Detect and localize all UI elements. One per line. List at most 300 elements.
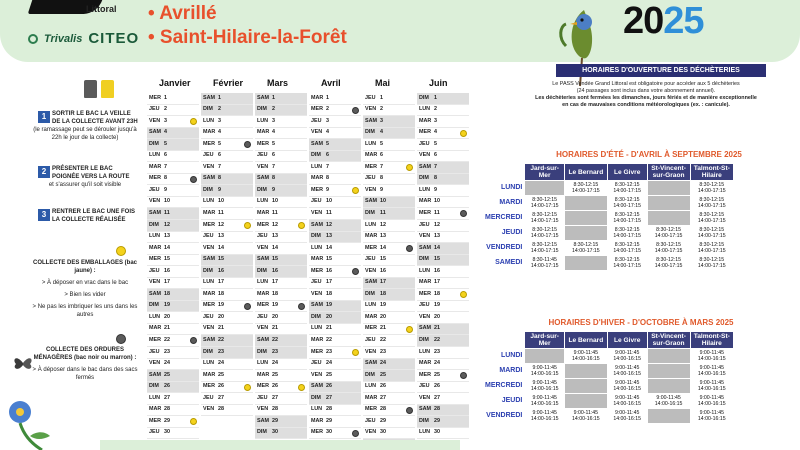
weekday-label: MAR xyxy=(203,129,216,136)
weekday-label: VEN xyxy=(365,267,377,274)
schedule-row xyxy=(485,394,734,409)
calendar-day xyxy=(201,347,253,359)
weekday-label: DIM xyxy=(419,256,429,263)
schedule-row xyxy=(485,241,734,256)
calendar-day xyxy=(309,255,361,267)
weekday-label: MAR xyxy=(311,175,324,182)
weekday-label: MAR xyxy=(149,325,162,332)
weekday-label: MAR xyxy=(257,371,270,378)
weekday-label: SAM xyxy=(419,244,431,251)
weekday-label: DIM xyxy=(419,175,429,182)
schedule-row xyxy=(485,196,734,211)
decheteries-title: HORAIRES D'OUVERTURE DES DÉCHÈTERIES xyxy=(556,64,766,77)
weekday-label: MAR xyxy=(203,209,216,216)
weekday-label: SAM xyxy=(311,302,323,309)
opening-hours-cell: 8:30-12:15 14:00-17:15 xyxy=(690,256,733,271)
opening-hours-cell: 9:00-11:45 14:00-16:15 xyxy=(607,409,647,424)
weekday-label: DIM xyxy=(257,267,267,274)
day-number: 5 xyxy=(218,140,221,147)
day-number: 3 xyxy=(164,117,167,124)
weekday-label: SAM xyxy=(365,117,377,124)
weekday-label: MER xyxy=(149,175,161,182)
household-waste-collection-icon xyxy=(352,430,359,437)
site-header: Jard-sur-Mer xyxy=(525,332,565,349)
calendar-day xyxy=(201,116,253,128)
weekday-label: VEN xyxy=(311,209,323,216)
day-number: 12 xyxy=(434,221,440,228)
weekday-label: VEN xyxy=(257,163,269,170)
day-number: 8 xyxy=(326,175,329,182)
weekday-label: LUN xyxy=(257,279,269,286)
day-number: 8 xyxy=(164,175,167,182)
yellow-bin-collection-icon xyxy=(352,349,359,356)
yellow-bin-collection-icon xyxy=(352,187,359,194)
packaging-line: > À déposer en vrac dans le bac xyxy=(41,280,129,286)
calendar-day xyxy=(363,220,415,232)
calendar-day xyxy=(147,232,199,244)
calendar-day xyxy=(417,208,469,220)
month-column xyxy=(201,93,253,416)
day-number: 7 xyxy=(434,163,437,170)
day-number: 10 xyxy=(272,198,278,205)
yellow-bin-collection-icon xyxy=(244,222,251,229)
weekday-label: VEN xyxy=(203,244,215,251)
site-header: Talmont-St-Hilaire xyxy=(690,164,733,181)
step-detail: (le ramassage peut se dérouler jusqu'à 22h le jour de la collecte) xyxy=(33,127,137,141)
closed-cell xyxy=(647,379,690,394)
day-number: 12 xyxy=(218,221,224,228)
calendar-day xyxy=(309,174,361,186)
calendar-day xyxy=(201,393,253,405)
day-number: 30 xyxy=(380,429,386,436)
calendar-day xyxy=(255,185,307,197)
flower-illustration xyxy=(2,396,62,450)
closed-cell xyxy=(565,211,608,226)
year-suffix: 25 xyxy=(663,0,704,42)
weekday-label: DIM xyxy=(311,233,321,240)
day-number: 3 xyxy=(218,117,221,124)
weekday-label: SAM xyxy=(365,360,377,367)
collection-markers xyxy=(460,130,467,137)
calendar-day xyxy=(147,382,199,394)
calendar-day xyxy=(255,128,307,140)
opening-hours-cell: 8:30-12:15 14:00-17:15 xyxy=(690,196,733,211)
opening-hours-cell: 8:30-12:15 14:00-17:15 xyxy=(647,256,690,271)
weekday-label: MAR xyxy=(149,163,162,170)
weekday-label: MAR xyxy=(365,152,378,159)
header-blank-cell xyxy=(485,332,525,349)
weekday-label: SAM xyxy=(149,209,161,216)
opening-hours-cell: 9:00-11:45 14:00-16:15 xyxy=(607,394,647,409)
schedule-header-row xyxy=(485,332,734,349)
day-number: 17 xyxy=(326,279,332,286)
schedule-day: VENDREDI xyxy=(485,409,525,424)
weekday-label: DIM xyxy=(311,313,321,320)
day-number: 3 xyxy=(434,117,437,124)
weekday-label: DIM xyxy=(203,348,213,355)
day-number: 20 xyxy=(164,313,170,320)
schedule-row xyxy=(485,226,734,241)
calendar-day xyxy=(363,278,415,290)
day-number: 30 xyxy=(326,429,332,436)
step-title: SORTIR LE BAC LA VEILLE DE LA COLLECTE AVANT 23H xyxy=(52,111,138,125)
weekday-label: MAR xyxy=(149,406,162,413)
calendar-day xyxy=(309,185,361,197)
day-number: 23 xyxy=(434,348,440,355)
day-number: 12 xyxy=(164,221,170,228)
calendar-day xyxy=(417,116,469,128)
weekday-label: MER xyxy=(149,336,161,343)
household-waste-collection-icon xyxy=(244,141,251,148)
day-number: 23 xyxy=(218,348,224,355)
weekday-label: VEN xyxy=(149,279,161,286)
weekday-label: DIM xyxy=(365,371,375,378)
site-header: Le Bernard xyxy=(565,164,608,181)
calendar-day xyxy=(309,312,361,324)
calendar-day xyxy=(255,139,307,151)
weekday-label: LUN xyxy=(419,186,431,193)
calendar-day xyxy=(255,312,307,324)
day-number: 25 xyxy=(272,371,278,378)
calendar-day xyxy=(147,105,199,117)
weekday-label: LUN xyxy=(257,360,269,367)
calendar-day xyxy=(201,255,253,267)
step-number: 3 xyxy=(38,209,50,221)
summer-hours-table xyxy=(484,163,734,271)
day-number: 27 xyxy=(434,394,440,401)
calendar-day xyxy=(201,370,253,382)
calendar-day xyxy=(255,255,307,267)
day-number: 6 xyxy=(164,152,167,159)
opening-hours-cell: 8:30-12:15 14:00-17:15 xyxy=(565,241,608,256)
closed-cell xyxy=(565,394,608,409)
calendar-day xyxy=(201,335,253,347)
collection-markers xyxy=(460,291,467,298)
weekday-label: VEN xyxy=(365,186,377,193)
collection-markers xyxy=(406,245,413,252)
calendar-day xyxy=(255,382,307,394)
calendar-day xyxy=(147,266,199,278)
calendar-day xyxy=(255,105,307,117)
opening-hours-cell: 9:00-11:45 14:00-16:15 xyxy=(525,379,565,394)
schedule-day: LUNDI xyxy=(485,349,525,364)
day-number: 16 xyxy=(326,267,332,274)
calendar-day xyxy=(201,243,253,255)
day-number: 1 xyxy=(380,94,383,101)
day-number: 14 xyxy=(218,244,224,251)
weekday-label: JEU xyxy=(419,302,430,309)
weekday-label: MER xyxy=(311,348,323,355)
weekday-label: SAM xyxy=(419,325,431,332)
day-number: 11 xyxy=(326,209,332,216)
brand-name: Littoral xyxy=(86,4,117,14)
weekday-label: DIM xyxy=(149,302,159,309)
calendar-day xyxy=(255,370,307,382)
schedule-day: MARDI xyxy=(485,364,525,379)
calendar-day xyxy=(255,289,307,301)
collection-markers xyxy=(352,349,359,356)
calendar-day xyxy=(309,151,361,163)
weekday-label: MER xyxy=(365,244,377,251)
household-waste-collection-icon xyxy=(460,210,467,217)
calendar-day xyxy=(147,220,199,232)
day-number: 9 xyxy=(272,186,275,193)
day-number: 4 xyxy=(218,129,221,136)
day-number: 23 xyxy=(164,348,170,355)
opening-hours-cell: 8:30-12:15 14:00-17:15 xyxy=(525,241,565,256)
site-header: St-Vincent-sur-Graon xyxy=(647,164,690,181)
calendar-day xyxy=(255,232,307,244)
step-number: 2 xyxy=(38,166,50,178)
weekday-label: MAR xyxy=(365,233,378,240)
weekday-label: MAR xyxy=(311,256,324,263)
day-number: 19 xyxy=(326,302,332,309)
day-number: 12 xyxy=(326,221,332,228)
weekday-label: VEN xyxy=(149,117,161,124)
calendar-day xyxy=(417,335,469,347)
opening-hours-cell: 8:30-12:15 14:00-17:15 xyxy=(525,196,565,211)
calendar-day xyxy=(417,359,469,371)
weekday-label: SAM xyxy=(419,163,431,170)
day-number: 7 xyxy=(380,163,383,170)
yellow-bin-collection-icon xyxy=(298,222,305,229)
weekday-label: MAR xyxy=(257,290,270,297)
month-header-row xyxy=(147,78,469,91)
collection-markers xyxy=(460,210,467,217)
calendar-day xyxy=(201,382,253,394)
weekday-label: LUN xyxy=(365,383,377,390)
calendar-day xyxy=(255,301,307,313)
schedule-day: VENDREDI xyxy=(485,241,525,256)
calendar-day xyxy=(417,393,469,405)
weekday-label: VEN xyxy=(311,129,323,136)
weekday-label: VEN xyxy=(257,406,269,413)
closed-cell xyxy=(525,349,565,364)
day-number: 24 xyxy=(434,360,440,367)
pass-note xyxy=(506,81,786,109)
weekday-label: MAR xyxy=(365,394,378,401)
calendar-day xyxy=(147,428,199,440)
day-number: 11 xyxy=(272,209,278,216)
step-instruction xyxy=(30,208,140,224)
month-name: Mai xyxy=(375,78,391,88)
bin-illustration xyxy=(84,80,114,98)
weekday-label: JEU xyxy=(203,394,214,401)
weekday-label: MER xyxy=(419,129,431,136)
day-number: 17 xyxy=(380,279,386,286)
weekday-label: DIM xyxy=(149,383,159,390)
day-number: 15 xyxy=(326,256,332,263)
calendar-day xyxy=(255,116,307,128)
day-number: 9 xyxy=(218,186,221,193)
weekday-label: DIM xyxy=(365,209,375,216)
calendar-day xyxy=(417,197,469,209)
calendar-day xyxy=(363,197,415,209)
month-column xyxy=(255,93,307,450)
opening-hours-cell: 9:00-11:45 14:00-16:15 xyxy=(690,409,733,424)
packaging-title: COLLECTE DES EMBALLAGES (bac jaune) : xyxy=(32,260,137,274)
weekday-label: MAR xyxy=(311,336,324,343)
day-number: 14 xyxy=(272,244,278,251)
day-number: 26 xyxy=(272,383,278,390)
weekday-label: LUN xyxy=(365,221,377,228)
weekday-label: LUN xyxy=(419,429,431,436)
day-number: 14 xyxy=(434,244,440,251)
opening-hours-cell: 8:30-12:15 14:00-17:15 xyxy=(647,226,690,241)
day-number: 28 xyxy=(380,406,386,413)
day-number: 19 xyxy=(218,302,224,309)
yellow-bin-collection-icon xyxy=(460,291,467,298)
weekday-label: MAR xyxy=(149,244,162,251)
weekday-label: VEN xyxy=(311,371,323,378)
day-number: 22 xyxy=(380,336,386,343)
weekday-label: JEU xyxy=(419,140,430,147)
day-number: 19 xyxy=(434,302,440,309)
pass-note-line: (24 passages sont inclus dans votre abonnement annuel). xyxy=(576,88,716,94)
year-prefix: 20 xyxy=(623,0,664,42)
yellow-bin-collection-icon xyxy=(460,130,467,137)
weekday-label: SAM xyxy=(203,256,215,263)
day-number: 19 xyxy=(164,302,170,309)
weekday-label: LUN xyxy=(203,360,215,367)
calendar-day xyxy=(309,347,361,359)
calendar-day xyxy=(417,347,469,359)
packaging-line: > Ne pas les imbriquer les uns dans les autres xyxy=(32,304,138,318)
collection-markers xyxy=(298,222,305,229)
day-number: 8 xyxy=(434,175,437,182)
calendar-day xyxy=(147,197,199,209)
day-number: 1 xyxy=(434,94,437,101)
weekday-label: MAR xyxy=(419,198,432,205)
calendar-day xyxy=(363,335,415,347)
day-number: 29 xyxy=(326,417,332,424)
day-number: 27 xyxy=(164,394,170,401)
month-name: Mars xyxy=(267,78,289,88)
calendar-day xyxy=(147,151,199,163)
weekday-label: SAM xyxy=(257,175,269,182)
calendar-day xyxy=(147,174,199,186)
weekday-label: VEN xyxy=(257,325,269,332)
day-number: 20 xyxy=(380,313,386,320)
calendar-day xyxy=(417,289,469,301)
weekday-label: MAR xyxy=(203,371,216,378)
weekday-label: JEU xyxy=(365,94,376,101)
day-number: 28 xyxy=(164,406,170,413)
household-waste-collection-icon xyxy=(244,303,251,310)
day-number: 15 xyxy=(218,256,224,263)
weekday-label: MER xyxy=(311,267,323,274)
calendar-day xyxy=(363,324,415,336)
day-number: 2 xyxy=(218,106,221,113)
weekday-label: SAM xyxy=(257,94,269,101)
yellow-bin-collection-icon xyxy=(406,326,413,333)
day-number: 5 xyxy=(164,140,167,147)
weekday-label: MER xyxy=(149,417,161,424)
month-column xyxy=(147,93,199,450)
day-number: 25 xyxy=(380,371,386,378)
calendar-day xyxy=(201,151,253,163)
calendar-day xyxy=(255,416,307,428)
opening-hours-cell: 9:00-11:45 14:00-16:15 xyxy=(607,364,647,379)
weekday-label: LUN xyxy=(365,140,377,147)
site-header: Le Givre xyxy=(607,164,647,181)
calendar-day xyxy=(147,347,199,359)
day-number: 1 xyxy=(272,94,275,101)
day-number: 8 xyxy=(218,175,221,182)
calendar-day xyxy=(417,405,469,417)
weekday-label: SAM xyxy=(203,94,215,101)
day-number: 4 xyxy=(326,129,329,136)
day-number: 3 xyxy=(272,117,275,124)
weekday-label: DIM xyxy=(149,221,159,228)
calendar-day xyxy=(201,139,253,151)
day-number: 8 xyxy=(380,175,383,182)
weekday-label: MER xyxy=(257,221,269,228)
day-number: 12 xyxy=(380,221,386,228)
opening-hours-cell: 9:00-11:45 14:00-16:15 xyxy=(607,349,647,364)
schedule-row xyxy=(485,409,734,424)
calendar-day xyxy=(147,416,199,428)
opening-hours-cell: 9:00-11:45 14:00-16:15 xyxy=(647,394,690,409)
day-number: 29 xyxy=(380,417,386,424)
day-number: 6 xyxy=(326,152,329,159)
calendar-day xyxy=(363,162,415,174)
closed-cell xyxy=(647,181,690,196)
calendar-day xyxy=(309,266,361,278)
weekday-label: MER xyxy=(311,429,323,436)
weekday-label: SAM xyxy=(149,371,161,378)
day-number: 21 xyxy=(380,325,386,332)
day-number: 13 xyxy=(272,233,278,240)
calendar-day xyxy=(363,416,415,428)
schedule-row xyxy=(485,364,734,379)
month-name: Avril xyxy=(321,78,341,88)
calendar-day xyxy=(363,266,415,278)
schedule-day: LUNDI xyxy=(485,181,525,196)
closed-cell xyxy=(647,349,690,364)
weekday-label: DIM xyxy=(365,290,375,297)
closed-cell xyxy=(647,211,690,226)
weekday-label: JEU xyxy=(149,429,160,436)
day-number: 15 xyxy=(380,256,386,263)
opening-hours-cell: 9:00-11:45 14:00-16:15 xyxy=(690,394,733,409)
calendar-day xyxy=(309,128,361,140)
collection-markers xyxy=(190,418,197,425)
day-number: 10 xyxy=(218,198,224,205)
calendar-day xyxy=(309,162,361,174)
day-number: 9 xyxy=(380,186,383,193)
calendar-day xyxy=(309,382,361,394)
weekday-label: DIM xyxy=(419,417,429,424)
weekday-label: LUN xyxy=(419,348,431,355)
calendar-day xyxy=(201,128,253,140)
weekday-label: VEN xyxy=(311,290,323,297)
weekday-label: MER xyxy=(419,290,431,297)
calendar-day xyxy=(255,278,307,290)
day-number: 24 xyxy=(272,360,278,367)
calendar-day xyxy=(309,393,361,405)
day-number: 13 xyxy=(218,233,224,240)
weekday-label: LUN xyxy=(419,106,431,113)
month-name: Juin xyxy=(429,78,448,88)
calendar-day xyxy=(417,382,469,394)
weekday-label: LUN xyxy=(257,198,269,205)
day-number: 1 xyxy=(218,94,221,101)
pass-note-line: Le PASS Vendée Grand Littoral est obligatoire pour accéder aux 5 déchèteries xyxy=(552,81,740,87)
day-number: 2 xyxy=(164,106,167,113)
opening-hours-cell: 8:30-11:45 14:00-17:15 xyxy=(525,256,565,271)
calendar-day xyxy=(147,185,199,197)
